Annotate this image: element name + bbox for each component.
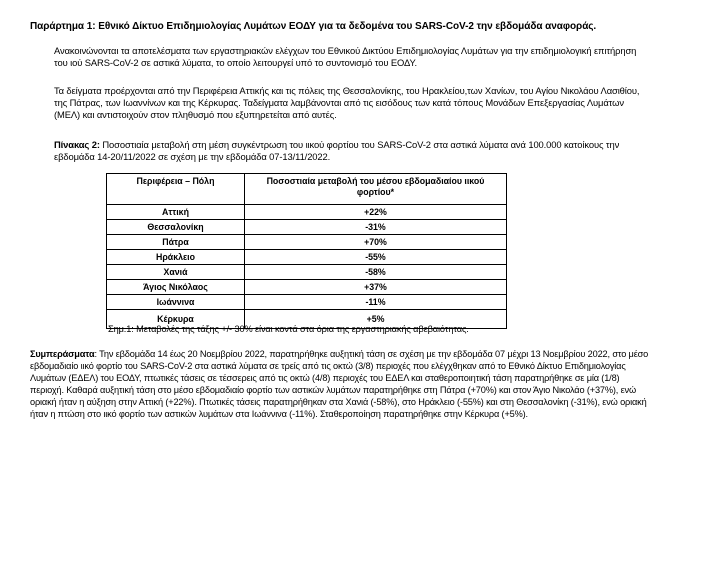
change-table (106, 173, 507, 329)
table-row (107, 205, 507, 220)
table-note: Σημ.1: Μεταβολές της τάξης +/- 30% είναι κοντά στα όρια της εργαστηριακής αβεβαιότητας. (108, 324, 469, 334)
region-cell: Θεσσαλονίκη (107, 220, 245, 235)
change-cell: +22% (245, 205, 507, 220)
region-cell: Κέρκυρα (107, 310, 245, 329)
change-cell: +70% (245, 235, 507, 250)
region-cell: Ιωάννινα (107, 295, 245, 310)
region-cell: Χανιά (107, 265, 245, 280)
table-row (107, 235, 507, 250)
table-caption-label: Πίνακας 2: (54, 139, 100, 150)
conclusions-label: Συμπεράσματα (30, 349, 95, 359)
table-row (107, 280, 507, 295)
table-row (107, 265, 507, 280)
table-row (107, 220, 507, 235)
intro-paragraph: Ανακοινώνονται τα αποτελέσματα των εργαστηριακών ελέγχων του Εθνικού Δικτύου Επιδημιολογίας Λυμάτων για την επιδημιολογική επιτήρηση του ιού SARS-CoV-2 σε αστικά λύματα, το οποίο λειτουργεί υπό το συντονισμό του ΕΟΔΥ. (54, 45, 637, 69)
region-cell: Πάτρα (107, 235, 245, 250)
appendix-heading: Παράρτημα 1: Εθνικό Δίκτυο Επιδημιολογίας Λυμάτων ΕΟΔΥ για τα δεδομένα του SARS-CoV-2 την εβδομάδα αναφοράς. (30, 21, 597, 32)
region-cell: Άγιος Νικόλαος (107, 280, 245, 295)
change-cell: -55% (245, 250, 507, 265)
table-header-row (107, 174, 507, 205)
table-row (107, 295, 507, 310)
region-cell: Ηράκλειο (107, 250, 245, 265)
change-cell: +37% (245, 280, 507, 295)
header-region: Περιφέρεια – Πόλη (107, 174, 245, 205)
change-cell: -11% (245, 295, 507, 310)
change-cell: -58% (245, 265, 507, 280)
conclusions-paragraph (30, 348, 654, 421)
change-cell: -31% (245, 220, 507, 235)
region-cell: Αττική (107, 205, 245, 220)
samples-paragraph: Τα δείγματα προέρχονται από την Περιφέρεια Αττικής και τις πόλεις της Θεσσαλονίκης, του Ηρακλείου,των Χανίων, του Αγίου Νικολάου Λασιθίου, της Πάτρας, των Ιωαννίνων και της Κέρκυρας. Ταδείγματα λαμβάνονται από τις εισόδους των κατά τόπους Μονάδων Επεξεργασίας Λυμάτων (ΜΕΛ) και αντιστοιχούν στον πληθυσμό που εξυπηρετείται από αυτές. (54, 85, 640, 121)
table-caption (54, 139, 644, 163)
change-cell: +5% (245, 310, 507, 329)
table-caption-text: Ποσοστιαία μεταβολή στη μέση συγκέντρωση του ιικού φορτίου του SARS-CoV-2 στα αστικά λύματα ανά 100.000 κατοίκους την εβδομάδα 14-20/11/2022 σε σχέση με την εβδομάδα 07-13/11/2022. (54, 139, 620, 163)
table-row (107, 250, 507, 265)
header-change: Ποσοστιαία μεταβολή του μέσου εβδομαδιαίου ιικού φορτίου* (245, 174, 507, 205)
conclusions-text: : Την εβδομάδα 14 έως 20 Νοεμβρίου 2022, παρατηρήθηκε αυξητική τάση σε σχέση με την εβδομάδα 07 μέχρι 13 Νοεμβρίου 2022, στο μέσο εβδομαδιαίο ιικό φορτίο του SARS-CoV-2 στα αστικά λύματα σε τρείς από τις οκτώ (3/8) περιοχές που ελέγχθηκαν από το Εθνικό Δίκτυο Επιδημιολογίας Λυμάτων (ΕΔΕΛ) του ΕΟΔΥ, πτωτικές τάσεις σε τέσσερεις από τις οκτώ (4/8) περιοχές του ΕΔΕΛ και σταθεροποιητική τάση παρατηρήθηκε σε μία (1/8) περιοχή. Καθαρά αυξητική τάση στο μέσο εβδομαδιαίο φορτίο των αστικών λυμάτων παρατηρήθηκε στη Πάτρα (+70%) και στον Άγιο Νικολάο (+37%), ενώ οριακή ήταν η αύξηση στην Αττική (+22%). Πτωτικές τάσεις παρατηρήθηκαν στα Χανιά (-58%), στο Ηράκλειο (-55%) και στη Θεσσαλονίκη (-31%), ενώ οριακή ήταν η πτώση στο ιικό φορτίο των αστικών λυμάτων στα Ιωάννινα (-11%). Σταθεροποίηση παρατηρήθηκε στην Κέρκυρα (+5%). (30, 349, 649, 420)
